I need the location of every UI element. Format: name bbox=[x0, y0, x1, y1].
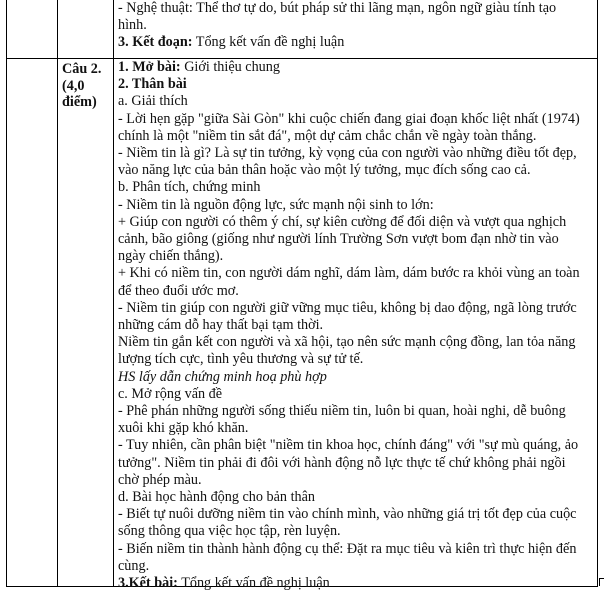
answer-text: tưởng". Niềm tin phải đi đôi với hành động nỗ lực thực tế chứ không phải ngồi bbox=[118, 454, 566, 471]
answer-line bbox=[118, 300, 593, 317]
answer-text: + Giúp con người có thêm ý chí, sự kiên cường để đối diện và vượt qua nghịch bbox=[118, 213, 567, 230]
answer-text: - Niềm tin giúp con người giữ vững mục tiêu, không bị dao động, ngã lòng trước bbox=[118, 299, 577, 316]
answer-line bbox=[118, 214, 593, 231]
answer-line bbox=[118, 489, 593, 506]
answer-text: c. Mở rộng vấn đề bbox=[118, 385, 223, 402]
answer-text: - Phê phán những người sống thiếu niềm tin, luôn bi quan, hoài nghi, dễ buông bbox=[118, 403, 566, 420]
answer-text: b. Phân tích, chứng minh bbox=[118, 179, 261, 196]
question-label bbox=[58, 59, 113, 111]
answer-line bbox=[118, 76, 593, 93]
section-heading: 1. Mở bài: bbox=[118, 59, 181, 75]
answer-table bbox=[6, 0, 598, 592]
answer-text: chính là một "niềm tin sắt đá", một dự cảm chắc chắn về ngày toàn thắng. bbox=[118, 127, 537, 144]
answer-line bbox=[118, 179, 593, 196]
answer-text: Niềm tin gắn kết con người và xã hội, tạo nên sức mạnh cộng đồng, lan tỏa năng bbox=[118, 334, 576, 351]
table-row-question2 bbox=[7, 59, 597, 592]
question-answer-content bbox=[114, 59, 597, 592]
answer-text: xuôi khi gặp khó khăn. bbox=[118, 420, 249, 437]
answer-line bbox=[118, 351, 593, 368]
answer-line bbox=[118, 197, 593, 214]
question-points: (4,0 bbox=[62, 77, 85, 94]
answer-text: cùng. bbox=[118, 557, 150, 574]
answer-text: ngày chiến thắng). bbox=[118, 248, 224, 265]
answer-text: lượng tích cực, tình yêu thương và sự tử tế. bbox=[118, 351, 364, 368]
answer-line bbox=[118, 93, 593, 110]
answer-text: cảnh, bão giông (giống như người lính Trường Sơn vượt bom đạn nhờ tin vào bbox=[118, 231, 559, 248]
answer-line bbox=[118, 162, 593, 179]
answer-text: - Biến niềm tin thành hành động cụ thể: Đặt ra mục tiêu và kiên trì thực hiện đến bbox=[118, 540, 577, 557]
answer-line bbox=[118, 231, 593, 248]
section-heading: 3.Kết bài: bbox=[118, 575, 178, 592]
question-number: Câu 2. bbox=[62, 61, 102, 77]
answer-line bbox=[118, 111, 593, 128]
answer-line bbox=[118, 506, 593, 523]
answer-line bbox=[118, 541, 593, 558]
answer-line bbox=[118, 403, 593, 420]
answer-line bbox=[118, 283, 593, 300]
answer-line bbox=[118, 523, 593, 540]
answer-text: sống thông qua việc học tập, rèn luyện. bbox=[118, 523, 341, 540]
text-line: - Nghệ thuật: Thể thơ tự do, bút pháp sử thi lãng mạn, ngôn ngữ giàu tính tạo bbox=[118, 0, 557, 16]
answer-line bbox=[118, 386, 593, 403]
answer-line bbox=[118, 334, 593, 351]
text-line: hình. bbox=[118, 17, 147, 34]
answer-text: d. Bài học hành động cho bản thân bbox=[118, 489, 316, 506]
cell-top-content bbox=[114, 0, 597, 58]
answer-text: - Niềm tin là gì? Là sự tin tưởng, kỳ vọng của con người vào những điều tốt đẹp, bbox=[118, 145, 577, 162]
answer-text: những cám dỗ hay thất bại tạm thời. bbox=[118, 317, 324, 334]
answer-line bbox=[118, 437, 593, 454]
table-row-top bbox=[7, 0, 597, 59]
answer-line bbox=[118, 128, 593, 145]
answer-line bbox=[118, 145, 593, 162]
answer-text: để theo đuổi ước mơ. bbox=[118, 282, 239, 299]
answer-line bbox=[118, 472, 593, 489]
question-label-cell bbox=[57, 59, 114, 586]
answer-text: chờ phép màu. bbox=[118, 471, 202, 488]
answer-line bbox=[118, 369, 593, 386]
answer-line bbox=[118, 420, 593, 437]
answer-line bbox=[118, 59, 593, 76]
conclusion-label: 3. Kết đoạn: bbox=[118, 34, 193, 51]
answer-line bbox=[118, 558, 593, 575]
question-points-unit: điểm) bbox=[62, 94, 97, 110]
answer-text: Giới thiệu chung bbox=[180, 59, 280, 75]
conclusion-line bbox=[118, 34, 593, 51]
cell-empty-left bbox=[7, 59, 57, 586]
answer-text: - Biết tự nuôi dưỡng niềm tin vào chính mình, vào những giá trị tốt đẹp của cuộc bbox=[118, 506, 577, 523]
answer-text: - Niềm tin là nguồn động lực, sức mạnh nội sinh to lớn: bbox=[118, 196, 434, 213]
section-heading: 2. Thân bài bbox=[118, 76, 187, 93]
answer-line bbox=[118, 265, 593, 282]
cell-empty-label bbox=[57, 0, 114, 58]
answer-text: Tổng kết vấn đề nghị luận bbox=[177, 575, 330, 592]
answer-text: HS lấy dẫn chứng minh hoạ phù hợp bbox=[118, 368, 327, 385]
corner-mark bbox=[599, 578, 604, 586]
answer-text: a. Giải thích bbox=[118, 93, 188, 110]
answer-line bbox=[118, 455, 593, 472]
conclusion-text: Tổng kết vấn đề nghị luận bbox=[192, 34, 345, 51]
answer-line bbox=[118, 248, 593, 265]
answer-line bbox=[118, 317, 593, 334]
answer-text: + Khi có niềm tin, con người dám nghĩ, dám làm, dám bước ra khỏi vùng an toàn bbox=[118, 265, 580, 282]
answer-line bbox=[118, 575, 593, 592]
cell-empty-left bbox=[7, 0, 57, 58]
answer-text: - Tuy nhiên, cần phân biệt "niềm tin khoa học, chính đáng" với "sự mù quáng, ảo bbox=[118, 437, 579, 454]
answer-text: vào năng lực của bản thân hoặc vào một lý tưởng, mục đích sống cao cả. bbox=[118, 162, 531, 179]
answer-text: - Lời hẹn gặp "giữa Sài Gòn" khi cuộc chiến đang giai đoạn khốc liệt nhất (1974) bbox=[118, 110, 580, 127]
